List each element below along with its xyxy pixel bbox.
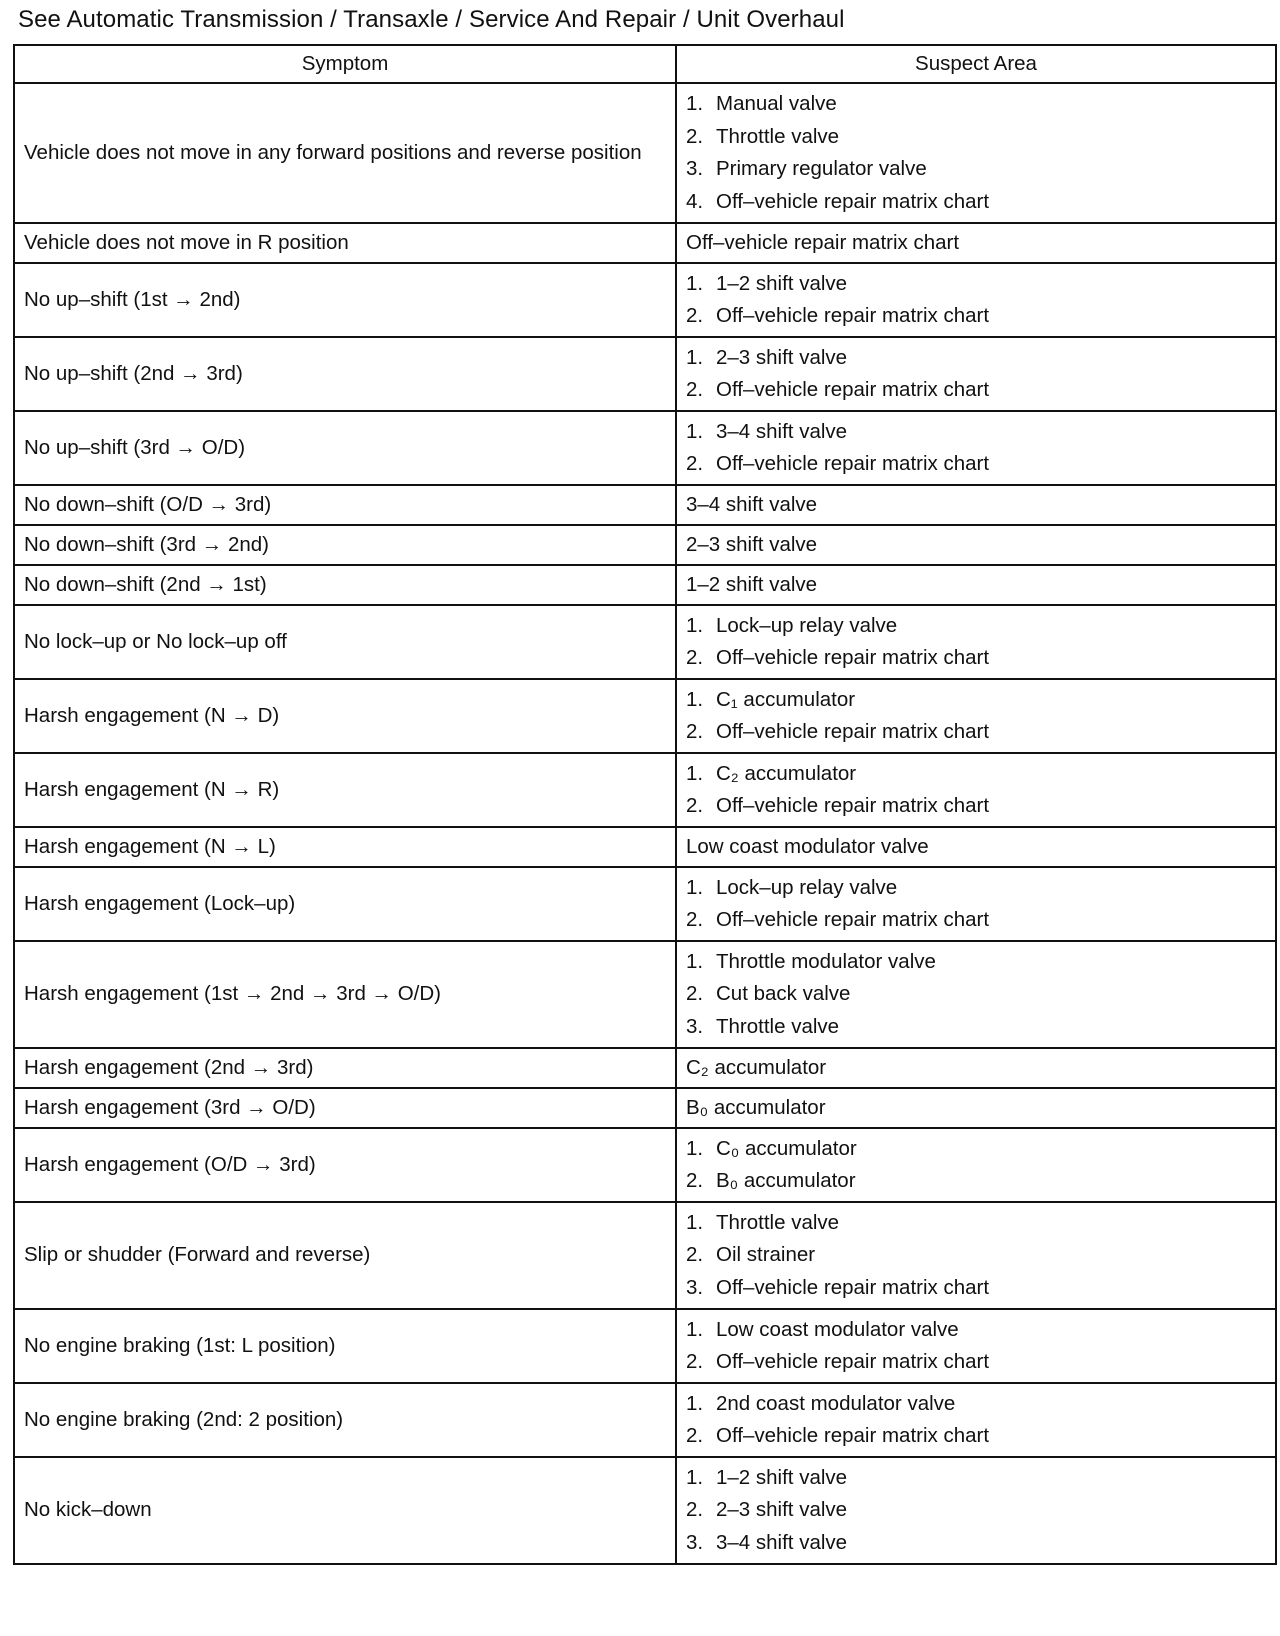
suspect-number: 2.	[686, 1350, 704, 1373]
suspect-area-cell: C₂ accumulator	[676, 1048, 1276, 1088]
suspect-number: 1.	[686, 687, 704, 711]
symptom-cell: Harsh engagement (2nd → 3rd)	[14, 1048, 676, 1088]
suspect-number: 2.	[686, 982, 704, 1006]
suspect-text: Off–vehicle repair matrix chart	[716, 1350, 990, 1373]
suspect-text: 2–3 shift valve	[716, 1498, 848, 1522]
suspect-list-item	[686, 1388, 1266, 1421]
suspect-list-item	[686, 1207, 1266, 1240]
suspect-area-cell	[676, 263, 1276, 337]
table-row	[14, 565, 1276, 605]
suspect-list-item	[686, 1272, 1266, 1305]
suspect-list-item	[686, 374, 1266, 407]
suspect-number: 1.	[686, 613, 704, 637]
suspect-number: 2.	[686, 1243, 704, 1267]
suspect-text: 3–4 shift valve	[716, 419, 848, 443]
symptom-cell: Harsh engagement (Lock–up)	[14, 867, 676, 941]
table-row	[14, 1202, 1276, 1309]
suspect-list	[686, 1385, 1266, 1456]
suspect-area-cell	[676, 605, 1276, 679]
suspect-number: 3.	[686, 1275, 704, 1299]
suspect-number: 2.	[686, 720, 704, 743]
suspect-area-cell	[676, 1202, 1276, 1309]
suspect-number: 1.	[686, 271, 704, 295]
suspect-list-item	[686, 790, 1266, 823]
suspect-text: Manual valve	[716, 92, 837, 115]
table-row	[14, 941, 1276, 1048]
suspect-number: 2.	[686, 646, 704, 669]
suspect-text: Off–vehicle repair matrix chart	[716, 794, 990, 817]
suspect-list-item	[686, 872, 1266, 905]
table-body	[14, 83, 1276, 1564]
suspect-area-column-header: Suspect Area	[676, 45, 1276, 83]
symptom-cell: No down–shift (O/D → 3rd)	[14, 485, 676, 525]
suspect-list	[686, 1459, 1266, 1563]
suspect-list-item	[686, 1314, 1266, 1347]
suspect-list-item	[686, 88, 1266, 121]
table-row	[14, 525, 1276, 565]
suspect-list	[686, 85, 1266, 221]
table-row	[14, 605, 1276, 679]
table-row	[14, 753, 1276, 827]
symptom-cell: No engine braking (2nd: 2 position)	[14, 1383, 676, 1457]
suspect-list-item	[686, 268, 1266, 301]
suspect-area-cell	[676, 867, 1276, 941]
suspect-area-cell	[676, 753, 1276, 827]
suspect-number: 2.	[686, 908, 704, 931]
table-row	[14, 337, 1276, 411]
suspect-area-cell: 2–3 shift valve	[676, 525, 1276, 565]
symptom-cell: Slip or shudder (Forward and reverse)	[14, 1202, 676, 1309]
symptom-cell: No up–shift (2nd → 3rd)	[14, 337, 676, 411]
suspect-area-cell: B₀ accumulator	[676, 1088, 1276, 1128]
suspect-list	[686, 869, 1266, 940]
suspect-area-cell	[676, 1383, 1276, 1457]
symptom-cell: Harsh engagement (3rd → O/D)	[14, 1088, 676, 1128]
suspect-number: 2.	[686, 124, 704, 148]
table-header-row	[14, 45, 1276, 83]
table-row	[14, 83, 1276, 223]
suspect-text: Cut back valve	[716, 982, 851, 1006]
suspect-text: Off–vehicle repair matrix chart	[716, 304, 990, 327]
suspect-list-item	[686, 1462, 1266, 1495]
suspect-list-item	[686, 716, 1266, 749]
symptom-cell: No down–shift (3rd → 2nd)	[14, 525, 676, 565]
symptom-cell: Vehicle does not move in any forward positions and reverse position	[14, 83, 676, 223]
suspect-number: 3.	[686, 157, 704, 180]
symptom-cell: No engine braking (1st: L position)	[14, 1309, 676, 1383]
suspect-number: 1.	[686, 419, 704, 443]
suspect-list	[686, 755, 1266, 826]
suspect-list-item	[686, 642, 1266, 675]
suspect-number: 2.	[686, 452, 704, 475]
suspect-list-item	[686, 1165, 1266, 1198]
suspect-list-item	[686, 186, 1266, 219]
table-row	[14, 1088, 1276, 1128]
table-row	[14, 1383, 1276, 1457]
suspect-number: 3.	[686, 1530, 704, 1554]
symptom-table	[13, 44, 1277, 1565]
suspect-text: 3–4 shift valve	[716, 1530, 848, 1554]
suspect-list-item	[686, 684, 1266, 717]
suspect-list-item	[686, 904, 1266, 937]
table-row	[14, 411, 1276, 485]
suspect-list	[686, 1204, 1266, 1308]
suspect-list-item	[686, 978, 1266, 1011]
suspect-list-item	[686, 342, 1266, 375]
page-title: See Automatic Transmission / Transaxle / Service And Repair / Unit Overhaul	[18, 6, 845, 33]
suspect-number: 2.	[686, 1498, 704, 1522]
suspect-list-item	[686, 758, 1266, 791]
suspect-list	[686, 265, 1266, 336]
suspect-text: Off–vehicle repair matrix chart	[716, 189, 990, 213]
table-row	[14, 263, 1276, 337]
suspect-number: 2.	[686, 794, 704, 817]
suspect-text: Off–vehicle repair matrix chart	[716, 378, 990, 401]
suspect-number: 1.	[686, 345, 704, 369]
suspect-number: 2.	[686, 304, 704, 327]
suspect-list	[686, 943, 1266, 1047]
suspect-list-item	[686, 1494, 1266, 1527]
symptom-cell: Harsh engagement (N → R)	[14, 753, 676, 827]
suspect-text: Throttle modulator valve	[716, 949, 936, 973]
suspect-number: 1.	[686, 1136, 704, 1160]
suspect-text: 1–2 shift valve	[716, 271, 848, 295]
suspect-list-item	[686, 1346, 1266, 1379]
suspect-number: 2.	[686, 1424, 704, 1447]
table-row	[14, 1457, 1276, 1564]
suspect-list-item	[686, 1527, 1266, 1560]
suspect-list-item	[686, 153, 1266, 186]
table-row	[14, 485, 1276, 525]
symptom-cell: No up–shift (1st → 2nd)	[14, 263, 676, 337]
suspect-area-cell	[676, 1457, 1276, 1564]
suspect-number: 2.	[686, 378, 704, 401]
suspect-text: Throttle valve	[716, 1210, 840, 1234]
suspect-number: 2.	[686, 1169, 704, 1192]
symptom-column-header: Symptom	[14, 45, 676, 83]
suspect-number: 1.	[686, 1465, 704, 1489]
symptom-cell: No down–shift (2nd → 1st)	[14, 565, 676, 605]
suspect-text: B₀ accumulator	[716, 1169, 856, 1192]
table-row	[14, 827, 1276, 867]
suspect-number: 1.	[686, 92, 704, 115]
suspect-text: Lock–up relay valve	[716, 613, 898, 637]
suspect-text: Throttle valve	[716, 124, 840, 148]
suspect-text: Off–vehicle repair matrix chart	[716, 1275, 990, 1299]
suspect-number: 4.	[686, 189, 704, 213]
suspect-list	[686, 339, 1266, 410]
suspect-text: C₂ accumulator	[716, 761, 857, 785]
suspect-text: Primary regulator valve	[716, 157, 927, 180]
table-row	[14, 867, 1276, 941]
suspect-text: Oil strainer	[716, 1243, 816, 1267]
suspect-list	[686, 413, 1266, 484]
suspect-area-cell: 1–2 shift valve	[676, 565, 1276, 605]
suspect-list-item	[686, 1133, 1266, 1166]
suspect-number: 1.	[686, 1317, 704, 1341]
suspect-area-cell	[676, 1128, 1276, 1202]
table-row	[14, 223, 1276, 263]
suspect-number: 3.	[686, 1014, 704, 1038]
suspect-area-cell	[676, 83, 1276, 223]
suspect-area-cell: Off–vehicle repair matrix chart	[676, 223, 1276, 263]
suspect-area-cell: 3–4 shift valve	[676, 485, 1276, 525]
suspect-area-cell: Low coast modulator valve	[676, 827, 1276, 867]
suspect-text: Low coast modulator valve	[716, 1317, 959, 1341]
suspect-text: 2–3 shift valve	[716, 345, 848, 369]
suspect-area-cell	[676, 679, 1276, 753]
symptom-cell: No kick–down	[14, 1457, 676, 1564]
table-row	[14, 1309, 1276, 1383]
suspect-list-item	[686, 121, 1266, 154]
suspect-text: Lock–up relay valve	[716, 875, 898, 899]
table-row	[14, 1128, 1276, 1202]
suspect-list-item	[686, 946, 1266, 979]
suspect-list-item	[686, 416, 1266, 449]
suspect-text: Off–vehicle repair matrix chart	[716, 452, 990, 475]
suspect-text: Off–vehicle repair matrix chart	[716, 720, 990, 743]
symptom-cell: Harsh engagement (1st → 2nd → 3rd → O/D)	[14, 941, 676, 1048]
suspect-text: C₀ accumulator	[716, 1136, 857, 1160]
symptom-cell: Vehicle does not move in R position	[14, 223, 676, 263]
suspect-list	[686, 681, 1266, 752]
suspect-number: 1.	[686, 949, 704, 973]
symptom-cell: No lock–up or No lock–up off	[14, 605, 676, 679]
suspect-text: C₁ accumulator	[716, 687, 856, 711]
symptom-cell: No up–shift (3rd → O/D)	[14, 411, 676, 485]
suspect-list-item	[686, 448, 1266, 481]
suspect-list-item	[686, 610, 1266, 643]
suspect-number: 1.	[686, 761, 704, 785]
suspect-number: 1.	[686, 875, 704, 899]
suspect-text: Off–vehicle repair matrix chart	[716, 646, 990, 669]
suspect-text: 2nd coast modulator valve	[716, 1391, 956, 1415]
suspect-list-item	[686, 300, 1266, 333]
suspect-list	[686, 1311, 1266, 1382]
suspect-text: Off–vehicle repair matrix chart	[716, 1424, 990, 1447]
suspect-number: 1.	[686, 1210, 704, 1234]
suspect-list	[686, 607, 1266, 678]
suspect-list-item	[686, 1011, 1266, 1044]
suspect-text: Off–vehicle repair matrix chart	[716, 908, 990, 931]
symptom-cell: Harsh engagement (N → D)	[14, 679, 676, 753]
suspect-list	[686, 1130, 1266, 1201]
suspect-number: 1.	[686, 1391, 704, 1415]
suspect-list-item	[686, 1239, 1266, 1272]
suspect-area-cell	[676, 1309, 1276, 1383]
suspect-area-cell	[676, 941, 1276, 1048]
table-row	[14, 1048, 1276, 1088]
symptom-cell: Harsh engagement (N → L)	[14, 827, 676, 867]
suspect-text: Throttle valve	[716, 1014, 840, 1038]
suspect-area-cell	[676, 337, 1276, 411]
suspect-text: 1–2 shift valve	[716, 1465, 848, 1489]
table-row	[14, 679, 1276, 753]
suspect-area-cell	[676, 411, 1276, 485]
suspect-list-item	[686, 1420, 1266, 1453]
symptom-cell: Harsh engagement (O/D → 3rd)	[14, 1128, 676, 1202]
